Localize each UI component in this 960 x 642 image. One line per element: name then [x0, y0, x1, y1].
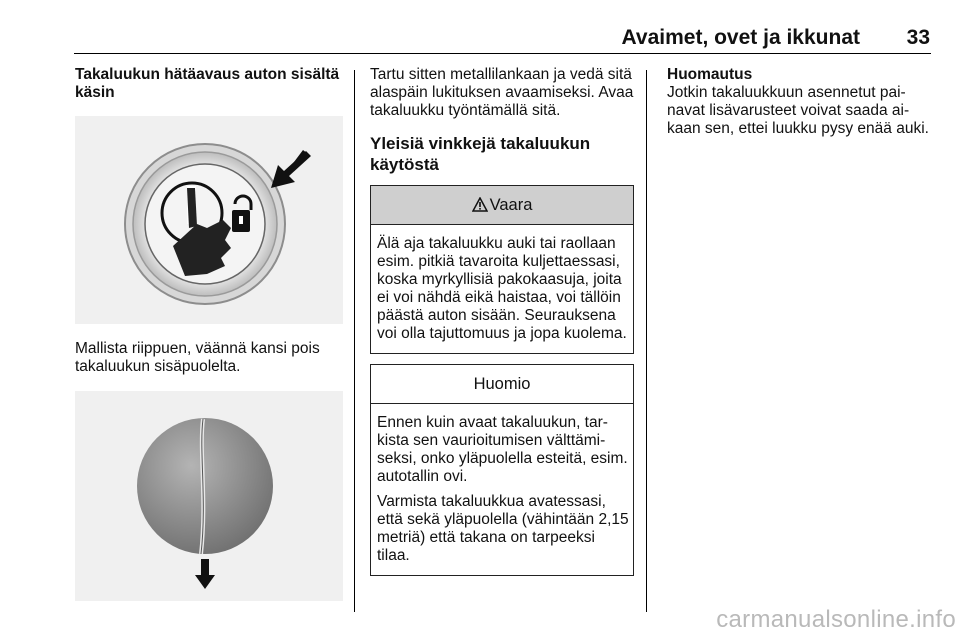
figure-round-cover: [75, 391, 343, 601]
column-3: [667, 66, 929, 138]
paragraph-pull-wire: Tartu sitten metallilankaan ja vedä sitä alaspäin lukituksen avaamiseksi. Avaa takaluukku työntämällä sitä.: [370, 66, 634, 119]
caution-text-2: Varmista takaluukkua avatessasi, että sekä yläpuolella (vähintään 2,15 metriä) että takana on tarpeeksi tilaa.: [377, 493, 629, 564]
arrow-icon: [271, 150, 311, 188]
watermark: carmanualsonline.info: [716, 606, 956, 633]
column-divider-1: [354, 70, 355, 612]
figure-release-button: [75, 116, 343, 324]
round-cover-icon: [75, 391, 343, 601]
warning-text: Älä aja takaluukku auki tai raollaan esim. pitkiä tavaroita kuljettaessasi, koska myrkyllisiä pakokaasuja, joita ei voi nähdä eikä haistaa, voi tällöin päästä auton sisään. Seurauksena voi olla tajuttomuus ja jopa kuolema.: [377, 235, 627, 342]
page-number: 33: [906, 26, 930, 49]
note-heading: Huomautus: [667, 66, 753, 83]
caution-box-header: Huomio: [371, 365, 633, 404]
instruction-paragraph: Mallista riippuen, väännä kansi pois takaluukun sisäpuolelta.: [75, 340, 320, 375]
column-2: [370, 66, 634, 576]
warning-box-header: [371, 186, 633, 225]
lock-release-button-icon: [75, 116, 343, 324]
section-heading: Takaluukun hätäavaus auton sisältä käsin: [75, 66, 340, 101]
warning-title: Vaara: [489, 196, 533, 214]
column-divider-2: [646, 70, 647, 612]
subheading-general-tips: Yleisiä vinkkejä takaluukun käytöstä: [370, 134, 591, 174]
header-rule: [74, 53, 931, 54]
caution-text-1: Ennen kuin avaat takaluukun, tarkista sen vaurioitumisen välttämiseksi, onko yläpuolella esteitä, esim. autotallin ovi.: [377, 414, 628, 485]
column-1: [75, 66, 343, 601]
running-header-title: Avaimet, ovet ja ikkunat: [621, 26, 860, 49]
warning-triangle-icon: [472, 197, 488, 212]
caution-box: [370, 364, 634, 576]
warning-box: [370, 185, 634, 354]
down-arrow-icon: [195, 559, 215, 589]
note-text: Jotkin takaluukkuun asennetut painavat lisävarusteet voivat saada aikaan sen, ettei luukku pysy enää auki.: [667, 84, 929, 137]
